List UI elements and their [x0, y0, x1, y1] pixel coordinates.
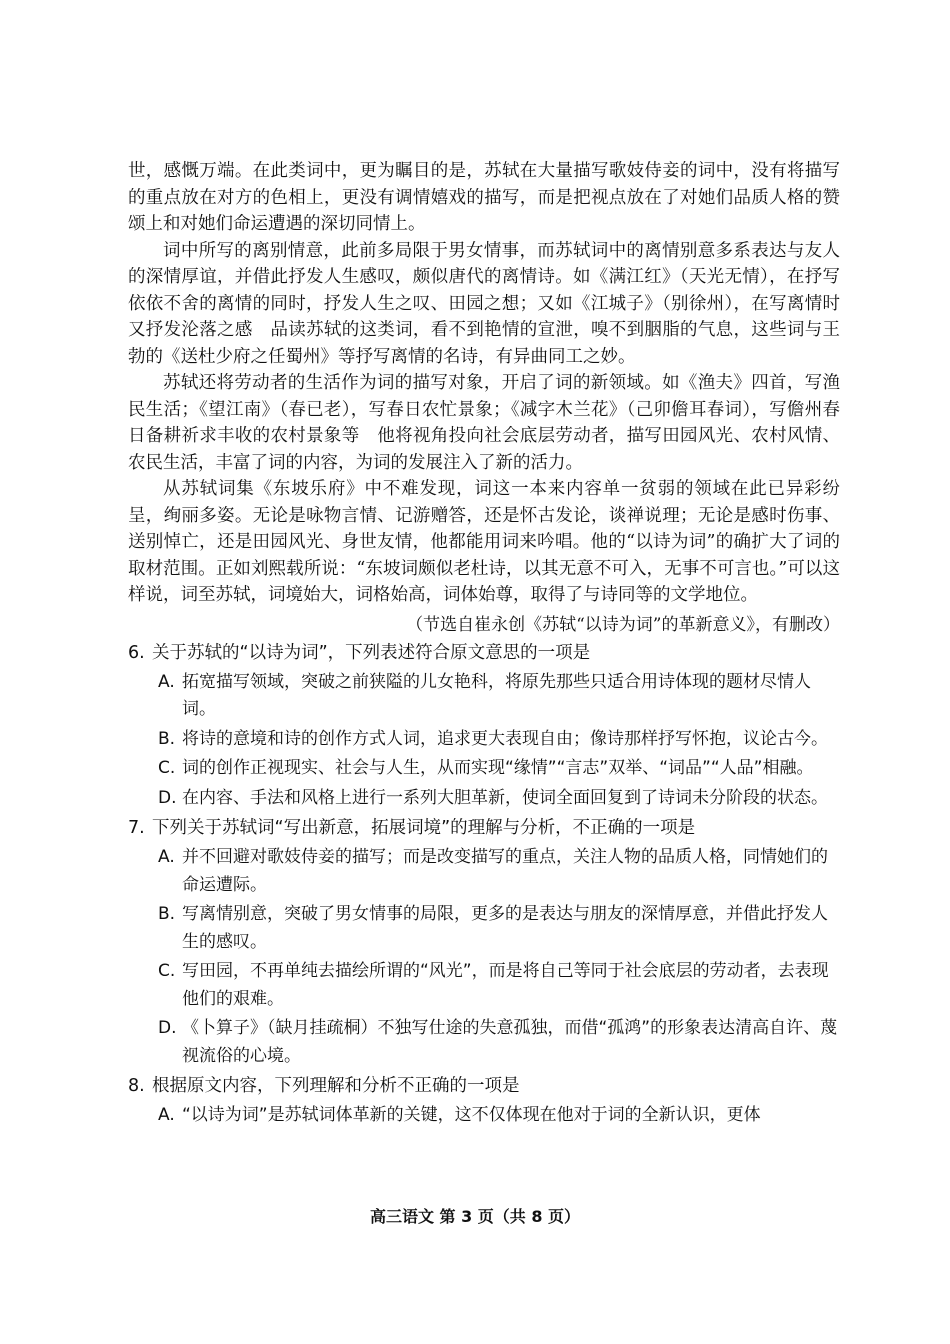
question-8 — [128, 1072, 840, 1130]
passage-paragraph: 苏轼还将劳动者的生活作为词的描写对象，开启了词的新领域。如《渔夫》四首，写渔民生活；《望江南》（春已老），写春日农忙景象；《减字木兰花》（己卯儋耳春词），写儋州春日备耕祈求丰收的农村景象等 他将视角投向社会底层劳动者，描写田园风光、农村风情、农民生活，丰富了词的内容，为词的发展注入了新的活力。 — [128, 373, 840, 473]
option-a — [158, 1102, 840, 1130]
question-stem: 根据原文内容，下列理解和分析不正确的一项是 — [152, 1076, 520, 1096]
question-6 — [128, 639, 840, 813]
option-text: 写离情别意，突破了男女情事的局限，更多的是表达与朋友的深情厚意，并借此抒发人生的感叹。 — [182, 904, 828, 952]
option-letter: D. — [158, 1018, 177, 1038]
option-a — [158, 669, 840, 724]
reading-passage — [128, 158, 840, 639]
option-b — [158, 901, 840, 956]
passage-source: （节选自崔永创《苏轼“以诗为词”的革新意义》，有删改） — [406, 614, 840, 635]
option-letter: C. — [158, 961, 176, 981]
passage-paragraph: 词中所写的离别情意，此前多局限于男女情事，而苏轼词中的离情别意多系表达与友人的深情厚谊，并借此抒发人生感叹，颇似唐代的离情诗。如《满江红》（天光无情），在抒写依依不舍的离情的同时，抒发人生之叹、田园之想；又如《江城子》（别徐州），在写离情时又抒发沦落之感 品读苏轼的这类词，看不到艳情的宣泄，嗅不到胭脂的气息，这些词与王勃的《送杜少府之任蜀州》等抒写离情的名诗，有异曲同工之妙。 — [128, 240, 840, 367]
option-text: “以诗为词”是苏轼词体革新的关键，这不仅体现在他对于词的全新认识，更体 — [182, 1105, 761, 1125]
option-a — [158, 844, 840, 899]
option-text: 词的创作正视现实、社会与人生，从而实现“缘情”“言志”双举、“词品”“人品”相融。 — [182, 758, 814, 778]
option-letter: B. — [158, 904, 176, 924]
option-letter: B. — [158, 728, 176, 749]
question-number: 8. — [128, 1076, 145, 1096]
question-stem: 关于苏轼的“以诗为词”，下列表述符合原文意思的一项是 — [152, 642, 591, 663]
option-b — [158, 726, 840, 754]
option-letter: C. — [158, 758, 176, 778]
option-text: 《卜算子》（缺月挂疏桐）不独写仕途的失意孤独，而借“孤鸿”的形象表达清高自许、蔑视流俗的心境。 — [182, 1018, 838, 1066]
option-text: 并不回避对歌妓侍妾的描写；而是改变描写的重点，关注人物的品质人格，同情她们的命运遭际。 — [182, 847, 828, 895]
question-stem: 下列关于苏轼词“写出新意，拓展词境”的理解与分析，不正确的一项是 — [152, 818, 696, 838]
option-letter: D. — [158, 787, 177, 808]
option-text: 在内容、手法和风格上进行一系列大胆革新，使词全面回复到了诗词未分阶段的状态。 — [182, 787, 828, 808]
option-d — [158, 785, 840, 813]
option-letter: A. — [158, 671, 175, 692]
page-footer: 高三语文 第 3 页（共 8 页） — [369, 1207, 581, 1226]
option-text: 将诗的意境和诗的创作方式人词，追求更大表现自由；像诗那样抒写怀抱，议论古今。 — [182, 728, 828, 749]
question-number: 7. — [128, 818, 145, 838]
question-number: 6. — [128, 642, 145, 663]
option-text: 写田园，不再单纯去描绘所谓的“风光”，而是将自己等同于社会底层的劳动者，去表现他们的艰难。 — [182, 961, 829, 1009]
option-d — [158, 1015, 840, 1070]
option-list — [158, 844, 840, 1070]
option-c — [158, 755, 840, 783]
option-letter: A. — [158, 847, 175, 867]
option-letter: A. — [158, 1105, 175, 1125]
question-7 — [128, 814, 840, 1070]
option-c — [158, 958, 840, 1013]
option-list — [158, 669, 840, 813]
option-list — [158, 1102, 840, 1130]
passage-paragraph: 世，感慨万端。在此类词中，更为瞩目的是，苏轼在大量描写歌妓侍妾的词中，没有将描写的重点放在对方的色相上，更没有调情嬉戏的描写，而是把视点放在了对她们品质人格的赞颂上和对她们命运遭遇的深切同情上。 — [128, 161, 840, 234]
passage-paragraph: 从苏轼词集《东坡乐府》中不难发现，词这一本来内容单一贫弱的领域在此已异彩纷呈，绚丽多姿。无论是咏物言情、记游赠答，还是怀古发论，谈禅说理；无论是感时伤事、送别悼亡，还是田园风光、身世友情，他都能用词来吟唱。他的“以诗为词”的确扩大了词的取材范围。正如刘熙载所说：“东坡词颇似老杜诗，以其无意不可入，无事不可言也。”可以这样说，词至苏轼，词境始大，词格始高，词体始尊，取得了与诗同等的文学地位。 — [128, 479, 840, 605]
option-text: 拓宽描写领域，突破之前狭隘的儿女艳科，将原先那些只适合用诗体现的题材尽情人词。 — [182, 671, 811, 719]
